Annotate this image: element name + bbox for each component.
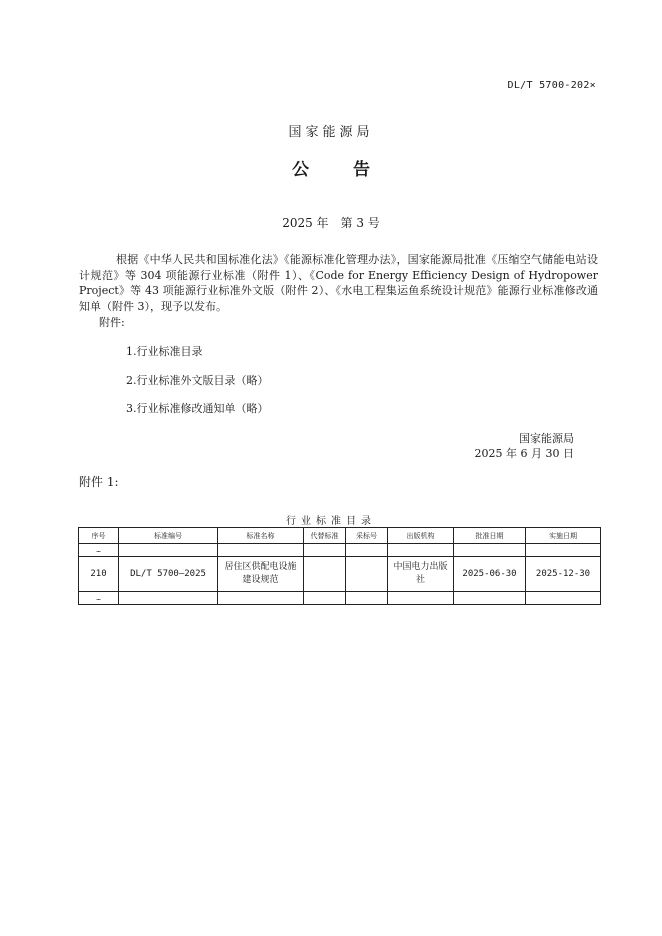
cell-approved: 2025-06-30: [454, 557, 526, 592]
signature-date: 2025 年 6 月 30 日: [474, 447, 574, 460]
empty-cell: [454, 544, 526, 557]
cell-replaces: [304, 557, 346, 592]
ellipsis-cell: …: [79, 592, 119, 605]
empty-cell: [119, 592, 218, 605]
column-header-approved: 批准日期: [454, 528, 526, 544]
empty-cell: [526, 592, 601, 605]
attachments-label: 附件:: [99, 316, 125, 329]
empty-cell: [388, 544, 454, 557]
ellipsis-cell: …: [79, 544, 119, 557]
attachment-item-3: 3.行业标准修改通知单（略）: [126, 402, 269, 415]
empty-cell: [304, 544, 346, 557]
empty-cell: [218, 592, 304, 605]
empty-cell: [304, 592, 346, 605]
empty-cell: [388, 592, 454, 605]
cell-code: DL/T 5700—2025: [119, 557, 218, 592]
empty-cell: [218, 544, 304, 557]
notice-title: 公告: [292, 160, 414, 180]
column-header-replaces: 代替标准: [304, 528, 346, 544]
column-header-name: 标准名称: [218, 528, 304, 544]
document-code: DL/T 5700-202×: [507, 80, 596, 91]
standards-table: [78, 527, 601, 605]
empty-cell: [454, 592, 526, 605]
table-row-ellipsis: [79, 592, 601, 605]
cell-seq: 210: [79, 557, 119, 592]
table-row-ellipsis: [79, 544, 601, 557]
cell-name: 居住区供配电设施建设规范: [218, 557, 304, 592]
issue-number: 2025 年 第 3 号: [282, 216, 380, 230]
cell-effective: 2025-12-30: [526, 557, 601, 592]
attachment-item-1: 1.行业标准目录: [126, 345, 203, 358]
empty-cell: [526, 544, 601, 557]
empty-cell: [119, 544, 218, 557]
cell-adopted: [346, 557, 388, 592]
empty-cell: [346, 592, 388, 605]
column-header-adopted: 采标号: [346, 528, 388, 544]
column-header-code: 标准编号: [119, 528, 218, 544]
announcement-paragraph: 根据《中华人民共和国标准化法》《能源标准化管理办法》，国家能源局批准《压缩空气储能电站设计规范》等 304 项能源行业标准（附件 1）、《Code for Energy Efficiency Design of Hydropower Project》等 43 项能源行业标准外文版（附件 2）、《水电工程集运鱼系统设计规范》能源行业标准修改通知单（附件 3），现予以发布。: [79, 253, 598, 313]
attachment-item-2: 2.行业标准外文版目录（略）: [126, 374, 269, 387]
issuing-organization-title: 国家能源局: [288, 125, 374, 140]
table-row: [79, 557, 601, 592]
attachment-1-label: 附件 1:: [79, 475, 119, 489]
column-header-publisher: 出版机构: [388, 528, 454, 544]
cell-publisher: 中国电力出版社: [388, 557, 454, 592]
standards-table-title: 行业标准目录: [286, 516, 376, 527]
table-header-row: [79, 528, 601, 544]
empty-cell: [346, 544, 388, 557]
column-header-effective: 实施日期: [526, 528, 601, 544]
signature-organization: 国家能源局: [519, 432, 574, 445]
column-header-seq: 序号: [79, 528, 119, 544]
